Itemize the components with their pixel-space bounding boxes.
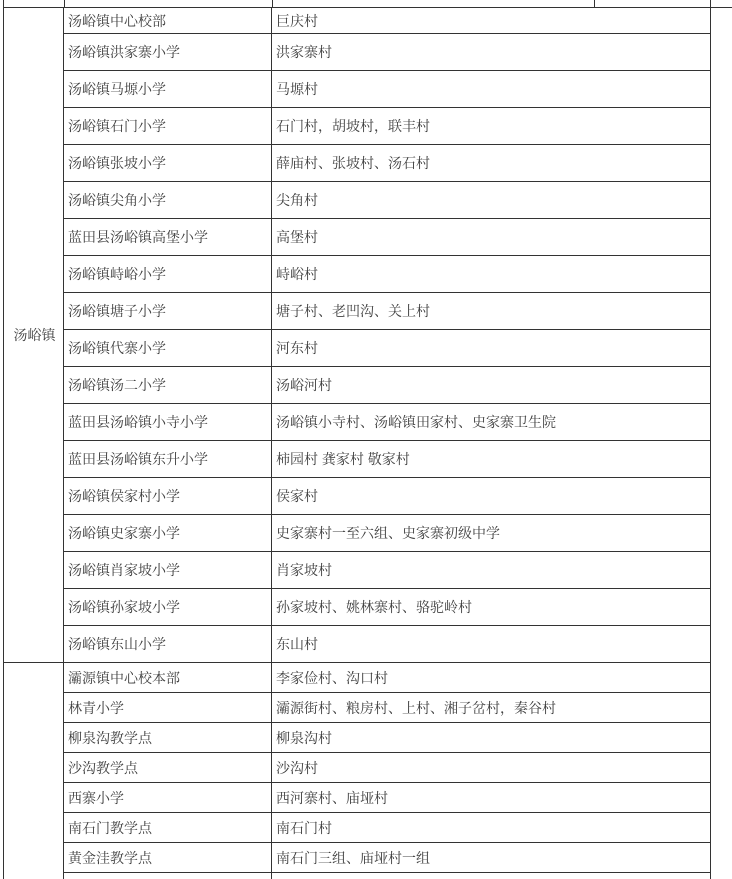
top-border-extension [711, 7, 732, 8]
table-row [4, 753, 711, 783]
table-row [4, 626, 711, 663]
school-name-cell: 汤峪镇塘子小学 [64, 293, 272, 330]
school-village-table [3, 7, 711, 879]
table-row [4, 367, 711, 404]
school-name-cell: 汤峪镇尖角小学 [64, 182, 272, 219]
school-name-cell: 蓝田县汤峪镇高堡小学 [64, 219, 272, 256]
table-row [4, 71, 711, 108]
table-row [4, 34, 711, 71]
table-row [4, 8, 711, 34]
villages-cell: 柳泉沟村 [272, 723, 711, 753]
villages-cell: 柿园村 龚家村 敬家村 [272, 441, 711, 478]
table-row [4, 663, 711, 693]
school-name-cell: 汤峪镇峙峪小学 [64, 256, 272, 293]
school-name-cell: 蓝田县汤峪镇小寺小学 [64, 404, 272, 441]
school-name-cell: 汤峪镇汤二小学 [64, 367, 272, 404]
table-row [4, 441, 711, 478]
town-label-cell: 汤峪镇 [4, 8, 64, 663]
table-row [4, 404, 711, 441]
school-name-cell: 汤峪镇石门小学 [64, 108, 272, 145]
villages-cell: 尖角村 [272, 182, 711, 219]
villages-cell: 高堡村 [272, 219, 711, 256]
school-table-body [4, 8, 711, 879]
villages-cell: 东山村 [272, 626, 711, 663]
villages-cell: 石门村，胡坡村，联丰村 [272, 108, 711, 145]
villages-cell: 史家寨村一至六组、史家寨初级中学 [272, 515, 711, 552]
school-name-cell: 汤峪镇东山小学 [64, 626, 272, 663]
school-name-cell: 汤峪镇洪家寨小学 [64, 34, 272, 71]
villages-cell: 南石门村 [272, 813, 711, 843]
table-row [4, 589, 711, 626]
town-label-cell [4, 663, 64, 879]
school-name-cell [64, 873, 272, 879]
table-row [4, 552, 711, 589]
school-name-cell: 汤峪镇侯家村小学 [64, 478, 272, 515]
table-row [4, 145, 711, 182]
villages-cell: 沙沟村 [272, 753, 711, 783]
table-top-partial-row [3, 0, 711, 7]
school-name-cell: 沙沟教学点 [64, 753, 272, 783]
villages-cell: 马塬村 [272, 71, 711, 108]
school-name-cell: 黄金洼教学点 [64, 843, 272, 873]
school-name-cell: 汤峪镇代寨小学 [64, 330, 272, 367]
school-name-cell: 汤峪镇孙家坡小学 [64, 589, 272, 626]
table-row [4, 219, 711, 256]
villages-cell: 汤峪镇小寺村、汤峪镇田家村、史家寨卫生院 [272, 404, 711, 441]
school-name-cell: 林青小学 [64, 693, 272, 723]
school-name-cell: 汤峪镇马塬小学 [64, 71, 272, 108]
table-row [4, 182, 711, 219]
villages-cell: 巨庆村 [272, 8, 711, 34]
villages-cell: 塘子村、老凹沟、关上村 [272, 293, 711, 330]
column-divider-segment [594, 0, 595, 7]
villages-cell: 孙家坡村、姚林寨村、骆驼岭村 [272, 589, 711, 626]
school-name-cell: 汤峪镇肖家坡小学 [64, 552, 272, 589]
school-name-cell: 汤峪镇中心校部 [64, 8, 272, 34]
school-name-cell: 蓝田县汤峪镇东升小学 [64, 441, 272, 478]
table-row [4, 723, 711, 753]
villages-cell: 洪家寨村 [272, 34, 711, 71]
table-row [4, 108, 711, 145]
villages-cell: 南石门三组、庙垭村一组 [272, 843, 711, 873]
table-row [4, 293, 711, 330]
table-row [4, 515, 711, 552]
table-row [4, 256, 711, 293]
school-name-cell: 灞源镇中心校本部 [64, 663, 272, 693]
column-divider-segment [64, 0, 65, 7]
villages-cell [272, 873, 711, 879]
table-row [4, 783, 711, 813]
school-name-cell: 南石门教学点 [64, 813, 272, 843]
villages-cell: 西河寨村、庙垭村 [272, 783, 711, 813]
table-row [4, 693, 711, 723]
villages-cell: 峙峪村 [272, 256, 711, 293]
villages-cell: 汤峪河村 [272, 367, 711, 404]
villages-cell: 李家俭村、沟口村 [272, 663, 711, 693]
table-row [4, 478, 711, 515]
school-name-cell: 柳泉沟教学点 [64, 723, 272, 753]
table-row [4, 813, 711, 843]
villages-cell: 薛庙村、张坡村、汤石村 [272, 145, 711, 182]
villages-cell: 河东村 [272, 330, 711, 367]
school-name-cell: 汤峪镇史家寨小学 [64, 515, 272, 552]
column-divider-segment [272, 0, 273, 7]
school-name-cell: 西寨小学 [64, 783, 272, 813]
table-row [4, 330, 711, 367]
table-bottom-partial-row [4, 873, 711, 879]
villages-cell: 侯家村 [272, 478, 711, 515]
table-row [4, 843, 711, 873]
villages-cell: 灞源街村、粮房村、上村、湘子岔村，秦谷村 [272, 693, 711, 723]
villages-cell: 肖家坡村 [272, 552, 711, 589]
school-name-cell: 汤峪镇张坡小学 [64, 145, 272, 182]
